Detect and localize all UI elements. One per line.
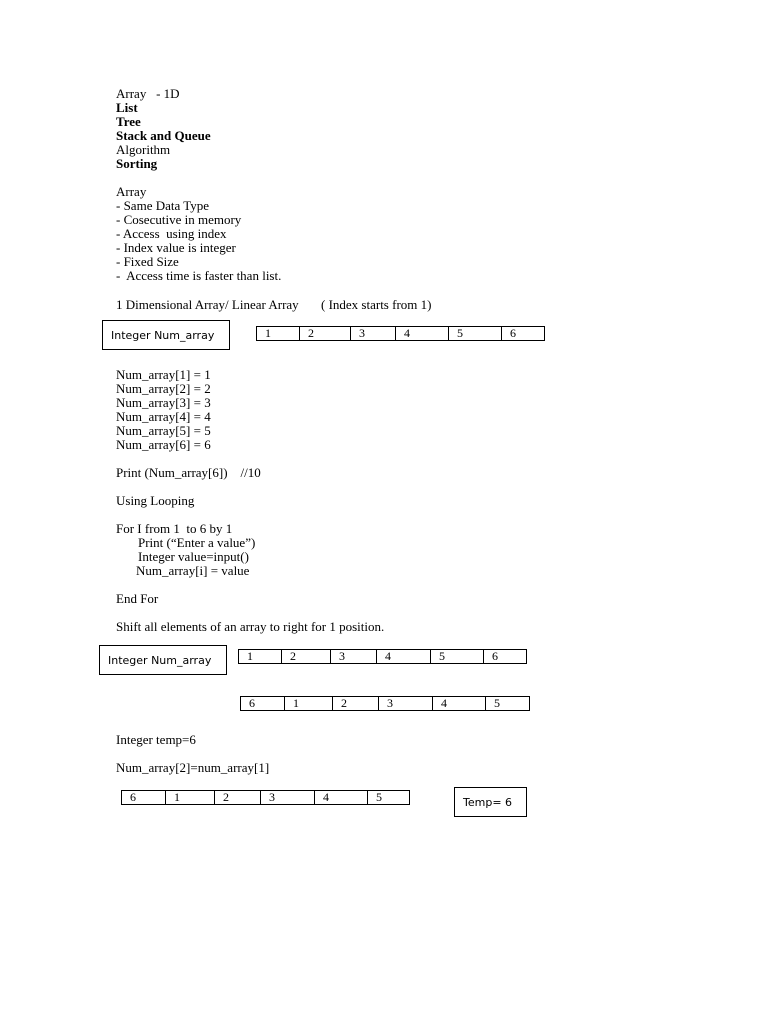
array-cell: 3 (261, 791, 315, 804)
array-cell: 4 (433, 697, 486, 710)
topic-list: List (116, 100, 138, 115)
array-cell: 3 (379, 697, 433, 710)
assignment-line: Num_array[6] = 6 (116, 437, 211, 452)
array-cells-1 (256, 326, 545, 341)
for-line: For I from 1 to 6 by 1 (116, 521, 233, 536)
assign-line: Num_array[2]=num_array[1] (116, 760, 270, 775)
array-note: - Access using index (116, 226, 227, 241)
array-notes-heading: Array (116, 184, 147, 199)
linear-array-heading: 1 Dimensional Array/ Linear Array (116, 297, 299, 312)
assignment-line: Num_array[2] = 2 (116, 381, 211, 396)
assignment-line: Num_array[5] = 5 (116, 423, 211, 438)
array-note: - Same Data Type (116, 198, 210, 213)
array-note: - Cosecutive in memory (116, 212, 242, 227)
array-cell: 2 (300, 327, 351, 340)
array-note: - Access time is faster than list. (116, 268, 282, 283)
array-cell: 3 (331, 650, 377, 663)
assignment-line: Num_array[1] = 1 (116, 367, 211, 382)
assignment-line: Num_array[3] = 3 (116, 395, 211, 410)
topic-sorting: Sorting (116, 156, 158, 171)
array-cell: 2 (333, 697, 379, 710)
array-cell: 6 (241, 697, 285, 710)
array-cell: 1 (285, 697, 333, 710)
array-cell: 3 (351, 327, 396, 340)
array-cell: 1 (166, 791, 215, 804)
index-note: ( Index starts from 1) (321, 297, 432, 312)
loop-body-line: Print (“Enter a value”) (138, 535, 256, 550)
temp-box: Temp= 6 (454, 787, 527, 817)
assignment-line: Num_array[4] = 4 (116, 409, 211, 424)
print-line: Print (Num_array[6]) //10 (116, 465, 261, 480)
array-cell: 6 (122, 791, 166, 804)
array-cell: 5 (494, 696, 500, 710)
array-cell: 1 (257, 327, 300, 340)
array-cells-2 (238, 649, 527, 664)
array-cell: 5 (376, 790, 382, 804)
topic-array: Array - 1D (116, 86, 180, 101)
looping-heading: Using Looping (116, 493, 195, 508)
array-cell: 6 (510, 326, 516, 340)
array-cell: 4 (377, 650, 431, 663)
num-array-box: Integer Num_array (99, 645, 227, 675)
temp-line: Integer temp=6 (116, 732, 196, 747)
num-array-box: Integer Num_array (102, 320, 230, 350)
array-cells-4 (121, 790, 410, 805)
array-cell: 2 (215, 791, 261, 804)
topic-algorithm: Algorithm (116, 142, 171, 157)
array-cell: 5 (431, 650, 484, 663)
loop-body-line: Num_array[i] = value (136, 563, 250, 578)
loop-body-line: Integer value=input() (138, 549, 249, 564)
array-cell: 4 (315, 791, 368, 804)
array-cell: 1 (239, 650, 282, 663)
end-for-line: End For (116, 591, 159, 606)
topic-tree: Tree (116, 114, 141, 129)
array-cell: 5 (449, 327, 502, 340)
shift-heading: Shift all elements of an array to right for 1 position. (116, 619, 385, 634)
array-note: - Index value is integer (116, 240, 236, 255)
array-cells-3 (240, 696, 530, 711)
array-note: - Fixed Size (116, 254, 179, 269)
topic-stack-queue: Stack and Queue (116, 128, 211, 143)
array-cell: 6 (492, 649, 498, 663)
array-cell: 4 (396, 327, 449, 340)
array-cell: 2 (282, 650, 331, 663)
